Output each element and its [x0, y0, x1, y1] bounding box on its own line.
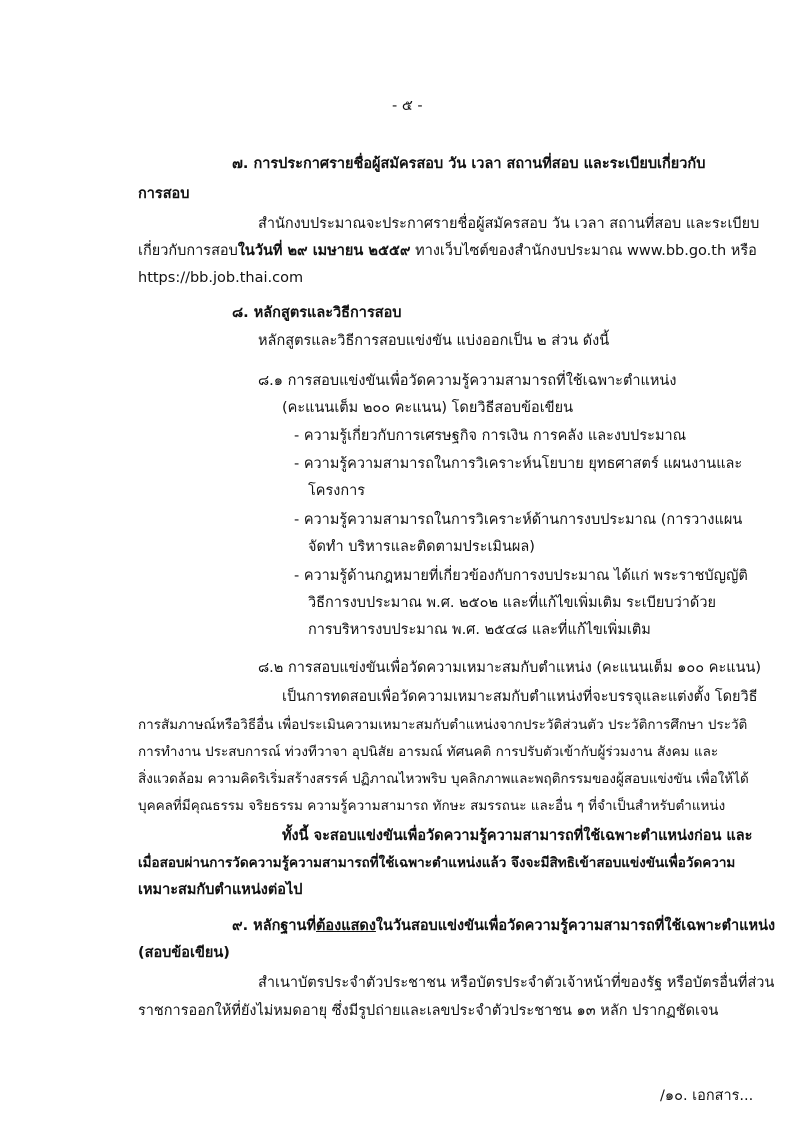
s82-paragraph-line5: บุคคลที่มีคุณธรรม จริยธรรม ความรู้ความสามารถ ทักษะ สมรรถนะ และอื่น ๆ ที่จำเป็นสำหรับตำแหน่ง — [138, 798, 726, 814]
s81-bullet2-line2: โครงการ — [308, 483, 366, 499]
s9-paragraph-line1: สำเนาบัตรประจำตัวประชาชน หรือบัตรประจำตัวเจ้าหน้าที่ของรัฐ หรือบัตรอื่นที่ส่วน — [258, 975, 775, 991]
s7-p2-c: ทางเว็บไซต์ของสำนักงบประมาณ www.bb.go.th หรือ — [410, 243, 757, 259]
s81-bullet1: - ความรู้เกี่ยวกับการเศรษฐกิจ การเงิน การคลัง และงบประมาณ — [294, 428, 687, 444]
s8-note-line2: เมื่อสอบผ่านการวัดความรู้ความสามารถที่ใช้เฉพาะตำแหน่งแล้ว จึงจะมีสิทธิเข้าสอบแข่งขันเพื่อวัดความ — [138, 855, 736, 871]
s82-paragraph-line1: เป็นการทดสอบเพื่อวัดความเหมาะสมกับตำแหน่งที่จะบรรจุและแต่งตั้ง โดยวิธี — [282, 689, 758, 705]
s81-bullet4-line1: - ความรู้ด้านกฎหมายที่เกี่ยวข้องกับการงบประมาณ ได้แก่ พระราชบัญญัติ — [294, 568, 748, 584]
s82-paragraph-line2: การสัมภาษณ์หรือวิธีอื่น เพื่อประเมินความเหมาะสมกับตำแหน่งจากประวัติส่วนตัว ประวัติการศึกษา ประวัติ — [138, 717, 748, 733]
s8-intro: หลักสูตรและวิธีการสอบแข่งขัน แบ่งออกเป็น ๒ ส่วน ดังนี้ — [258, 333, 610, 349]
s81-bullet4-line3: การบริหารงบประมาณ พ.ศ. ๒๕๔๘ และที่แก้ไขเพิ่มเติม — [308, 622, 651, 638]
s82-paragraph-line3: การทำงาน ประสบการณ์ ท่วงทีวาจา อุปนิสัย อารมณ์ ทัศนคติ การปรับตัวเข้ากับผู้ร่วมงาน สังคม และ — [138, 744, 719, 760]
s81-line2: (คะแนนเต็ม ๒๐๐ คะแนน) โดยวิธีสอบข้อเขียน — [282, 400, 573, 416]
s8-note-line3: เหมาะสมกับตำแหน่งต่อไป — [138, 882, 303, 898]
s7-exam-date: ในวันที่ ๒๙ เมษายน ๒๕๕๙ — [237, 243, 411, 259]
next-page-marker: /๑๐. เอกสาร... — [660, 1088, 754, 1104]
s7-p2-a: เกี่ยวกับการสอบ — [138, 243, 238, 259]
s81-bullet3-line2: จัดทำ บริหารและติดตามประเมินผล) — [308, 539, 535, 555]
s9-heading-b: ในวันสอบแข่งขันเพื่อวัดความรู้ความสามารถที่ใช้เฉพาะตำแหน่ง — [375, 918, 776, 934]
s81-bullet3-line1: - ความรู้ความสามารถในการวิเคราะห์ด้านการงบประมาณ (การวางแผน — [294, 512, 743, 528]
s7-heading-line1: ๗. การประกาศรายชื่อผู้สมัครสอบ วัน เวลา สถานที่สอบ และระเบียบเกี่ยวกับ — [232, 156, 706, 172]
s9-heading-line2: (สอบข้อเขียน) — [138, 945, 230, 961]
s82-heading: ๘.๒ การสอบแข่งขันเพื่อวัดความเหมาะสมกับตำแหน่ง (คะแนนเต็ม ๑๐๐ คะแนน) — [258, 660, 762, 676]
s8-heading: ๘. หลักสูตรและวิธีการสอบ — [232, 305, 402, 321]
s81-bullet2-line1: - ความรู้ความสามารถในการวิเคราะห์นโยบาย ยุทธศาสตร์ แผนงานและ — [294, 456, 743, 472]
page-number: - ๕ - — [392, 98, 423, 114]
s7-heading-line2: การสอบ — [138, 186, 190, 202]
s8-note-line1: ทั้งนี้ จะสอบแข่งขันเพื่อวัดความรู้ความสามารถที่ใช้เฉพาะตำแหน่งก่อน และ — [282, 828, 753, 844]
s7-paragraph-line3: https://bb.job.thai.com — [138, 270, 304, 286]
s7-paragraph-line1: สำนักงบประมาณจะประกาศรายชื่อผู้สมัครสอบ วัน เวลา สถานที่สอบ และระเบียบ — [258, 216, 760, 232]
s9-heading-line1 — [232, 918, 775, 935]
s9-heading-underlined: ต้องแสดง — [316, 918, 376, 934]
s81-bullet4-line2: วิธีการงบประมาณ พ.ศ. ๒๕๐๒ และที่แก้ไขเพิ่มเติม ระเบียบว่าด้วย — [308, 595, 716, 611]
s7-paragraph-line2 — [138, 243, 757, 260]
s9-heading-a: ๙. หลักฐานที่ — [232, 918, 317, 934]
s82-paragraph-line4: สิ่งแวดล้อม ความคิดริเริ่มสร้างสรรค์ ปฏิภาณไหวพริบ บุคลิกภาพและพฤติกรรมของผู้สอบแข่งขัน เพื่อให้ได้ — [138, 771, 749, 787]
s81-line1: ๘.๑ การสอบแข่งขันเพื่อวัดความรู้ความสามารถที่ใช้เฉพาะตำแหน่ง — [258, 373, 677, 389]
s9-paragraph-line2: ราชการออกให้ที่ยังไม่หมดอายุ ซึ่งมีรูปถ่ายและเลขประจำตัวประชาชน ๑๓ หลัก ปรากฏชัดเจน — [138, 1003, 719, 1019]
